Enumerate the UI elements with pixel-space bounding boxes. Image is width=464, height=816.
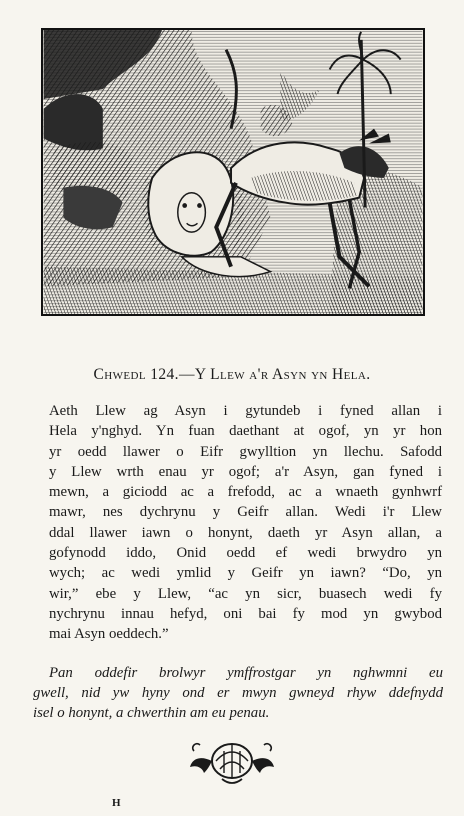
fable-illustration [41, 28, 425, 316]
fable-line: wych; ac wedi ymlid y Geifr yn iawn? “Do, yn [49, 565, 442, 582]
moral-line: isel o honynt, a chwerthin am eu penau. [33, 704, 270, 721]
fable-line: wir,” ebe y Llew, “ac yn sicr, buasech wedi fy [49, 585, 442, 602]
fable-line: Aeth Llew ag Asyn i gytundeb i fyned allan i [49, 403, 442, 419]
fable-moral [33, 664, 443, 723]
fable-line: ddal llawer iawn o honynt, daeth yr Asyn allan, a [49, 524, 442, 541]
tailpiece-ornament [186, 739, 278, 789]
fable-line: nychrynu innau hefyd, oni bai fy mod yn gwybod [49, 605, 442, 622]
fable-line: mewn, a giciodd ac a frefodd, ac a wnaeth gynhwrf [49, 484, 442, 501]
fable-text [33, 401, 442, 645]
fable-line: Hela y'nghyd. Yn fuan daethant at ogof, yn yr hon [49, 423, 442, 440]
fable-line: mawr, nes dychrynu y Geifr allan. Wedi i'r Llew [49, 504, 442, 521]
signature-mark: H [112, 797, 121, 809]
fable-line: y Llew wrth enau yr ogof; a'r Asyn, gan fyned i [49, 463, 442, 480]
fable-line: gofynodd iddo, Onid oedd ef wedi brwydro yn [49, 545, 442, 562]
fable-line: mai Asyn oeddech.” [49, 626, 169, 643]
fable-title: Chwedl 124.—Y Llew a'r Asyn yn Hela. [93, 366, 371, 383]
lion-and-donkey-engraving [43, 30, 423, 314]
fable-line: yr oedd llawer o Eifr gwylltion yn llechu. Safodd [49, 443, 442, 460]
moral-line: Pan oddefir brolwyr ymffrostgar yn nghwmni eu [49, 665, 443, 681]
moral-line: gwell, nid yw hyny ond er mwyn gwneyd rhyw ddefnydd [33, 684, 443, 701]
